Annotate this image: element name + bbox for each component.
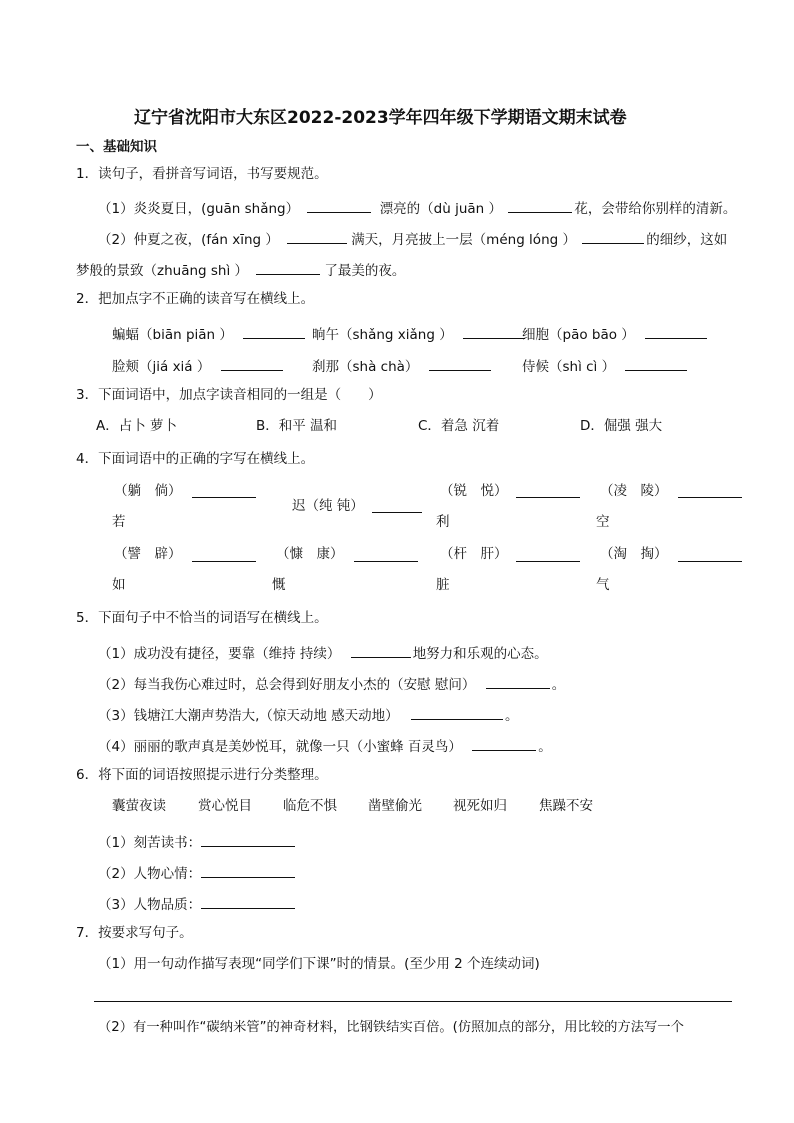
q6-word: 囊萤夜读 xyxy=(112,798,166,814)
q7-line1: （1）用一句动作描写表现“同学们下课”时的情景。(至少用 2 个连续动词) xyxy=(98,956,540,972)
q1-text: 花，会带给你别样的清新。 xyxy=(574,201,737,217)
q4-chars: （躺 倘） xyxy=(114,483,182,499)
q7-stem: 7．按要求写句子。 xyxy=(76,925,193,941)
answer-blank[interactable] xyxy=(287,230,347,244)
q1-text: （2）仲夏之夜，(fán xīng ） xyxy=(98,232,279,248)
q5-stem: 5．下面句子中不恰当的词语写在横线上。 xyxy=(76,610,328,626)
q1-text: 了最美的夜。 xyxy=(324,263,406,279)
q6-category xyxy=(98,895,295,913)
q4-suffix: 空 xyxy=(596,514,610,530)
q1-text: 满天，月亮披上一层（méng lóng ） xyxy=(351,232,576,248)
q6-stem: 6．将下面的词语按照提示进行分类整理。 xyxy=(76,767,328,783)
q4-chars: （淘 掏） xyxy=(600,546,668,562)
q6-word: 凿壁偷光 xyxy=(368,798,422,814)
q6-label: （3）人物品质： xyxy=(98,897,202,913)
q2-item xyxy=(522,325,707,343)
q1-line1 xyxy=(98,199,736,217)
q4-stem: 4．下面词语中的正确的字写在横线上。 xyxy=(76,451,315,467)
answer-blank[interactable] xyxy=(201,833,295,847)
q2-item xyxy=(112,357,283,375)
q5-line1 xyxy=(98,644,548,662)
answer-blank[interactable] xyxy=(256,261,320,275)
q5-text: （3）钱塘江大潮声势浩大,（惊天动地 感天动地） xyxy=(98,708,399,724)
q2-item xyxy=(312,357,491,375)
q4-choice xyxy=(292,500,364,514)
answer-blank[interactable] xyxy=(472,737,536,751)
answer-blank[interactable] xyxy=(625,357,687,371)
answer-blank[interactable] xyxy=(351,644,411,658)
q6-word: 临危不惧 xyxy=(283,798,337,814)
q4-choice xyxy=(276,548,344,562)
q4-suffix: 气 xyxy=(596,577,610,593)
q4-chars: （杆 肝） xyxy=(440,546,508,562)
q5-text: （4）丽丽的歌声真是美妙悦耳，就像一只（小蜜蜂 百灵鸟） xyxy=(98,739,462,755)
answer-blank[interactable] xyxy=(221,357,283,371)
answer-blank[interactable] xyxy=(429,357,491,371)
q2-word: 晌午（shǎng xiǎng ） xyxy=(312,327,453,343)
q4-choice xyxy=(600,485,668,499)
q6-word: 焦躁不安 xyxy=(539,798,593,814)
q1-stem: 1．读句子，看拼音写词语，书写要规范。 xyxy=(76,166,328,182)
q1-text: （1）炎炎夏日，(guān shǎng） xyxy=(98,201,300,217)
q1-text: 梦般的景致（zhuāng shì ） xyxy=(76,263,249,279)
q6-category xyxy=(98,864,295,882)
page-title: 辽宁省沈阳市大东区2022-2023学年四年级下学期语文期末试卷 xyxy=(134,108,627,128)
q4-chars: （凌 陵） xyxy=(600,483,668,499)
q4-chars: （慷 康） xyxy=(276,546,344,562)
answer-blank[interactable] xyxy=(201,864,295,878)
answer-blank[interactable] xyxy=(307,199,371,213)
q3-option-a[interactable]: A．占卜 萝卜 xyxy=(96,418,178,434)
q4-suffix: 若 xyxy=(112,514,126,530)
q3-option-c[interactable]: C．着急 沉着 xyxy=(418,418,500,434)
q5-text: 。 xyxy=(538,739,552,755)
answer-blank[interactable] xyxy=(582,230,644,244)
answer-blank[interactable] xyxy=(678,561,742,562)
q2-item xyxy=(112,325,305,343)
answer-blank[interactable] xyxy=(486,675,550,689)
answer-blank[interactable] xyxy=(411,706,503,720)
q2-word: 细胞（pāo bāo ） xyxy=(522,327,635,343)
q5-line4 xyxy=(98,737,552,755)
answer-blank[interactable] xyxy=(645,325,707,339)
answer-blank[interactable] xyxy=(516,561,580,562)
answer-blank[interactable] xyxy=(463,325,525,339)
q2-word: 脸颊（jiá xiá ） xyxy=(112,359,211,375)
q4-choice xyxy=(440,485,508,499)
q3-option-b[interactable]: B．和平 温和 xyxy=(256,418,338,434)
q6-category xyxy=(98,833,295,851)
q2-word: 蝙蝠（biān piān ） xyxy=(112,327,233,343)
q4-chars: （譬 辟） xyxy=(114,546,182,562)
q6-label: （1）刻苦读书： xyxy=(98,835,202,851)
q4-chars: 迟（纯 钝） xyxy=(292,498,364,514)
q5-text: 。 xyxy=(551,677,566,693)
q4-choice xyxy=(440,548,508,562)
q2-stem: 2．把加点字不正确的读音写在横线上。 xyxy=(76,291,315,307)
answer-blank[interactable] xyxy=(192,497,256,498)
answer-line[interactable] xyxy=(94,1001,732,1002)
q6-word: 视死如归 xyxy=(453,798,507,814)
q5-text: 。 xyxy=(504,708,519,724)
q6-word: 赏心悦目 xyxy=(198,798,252,814)
answer-blank[interactable] xyxy=(201,895,295,909)
q2-item xyxy=(522,357,687,375)
q5-text: （1）成功没有捷径，要靠（维持 持续） xyxy=(98,646,341,662)
q4-suffix: 利 xyxy=(436,514,450,530)
q2-word: 刹那（shà chà） xyxy=(312,359,419,375)
q5-text: 地努力和乐观的心态。 xyxy=(412,646,548,662)
q1-text: 的细纱，这如 xyxy=(646,232,728,248)
q4-choice xyxy=(114,485,182,499)
q3-stem: 3．下面词语中，加点字读音相同的一组是（ ） xyxy=(76,387,382,403)
answer-blank[interactable] xyxy=(372,512,422,513)
q5-line2 xyxy=(98,675,565,693)
q1-line2 xyxy=(98,230,727,248)
answer-blank[interactable] xyxy=(678,497,742,498)
q4-suffix: 脏 xyxy=(436,577,450,593)
q2-item xyxy=(312,325,525,343)
q1-line3 xyxy=(76,261,405,279)
q5-text: （2）每当我伤心难过时，总会得到好朋友小杰的（安慰 慰问） xyxy=(98,677,476,693)
q4-choice xyxy=(600,548,668,562)
q7-line2: （2）有一种叫作“碳纳米管”的神奇材料，比钢铁结实百倍。(仿照加点的部分，用比较的方法写一个 xyxy=(98,1020,684,1035)
answer-blank[interactable] xyxy=(508,199,572,213)
answer-blank[interactable] xyxy=(516,497,580,498)
section-heading: 一、基础知识 xyxy=(76,139,157,155)
answer-blank[interactable] xyxy=(192,561,256,562)
q4-suffix: 慨 xyxy=(272,577,286,593)
q1-text: 漂亮的（dù juān ） xyxy=(379,201,503,217)
q4-choice xyxy=(114,548,182,562)
q3-option-d[interactable]: D．倔强 强大 xyxy=(580,418,663,434)
q4-chars: （锐 悦） xyxy=(440,483,508,499)
q6-label: （2）人物心情： xyxy=(98,866,202,882)
q5-line3 xyxy=(98,706,518,724)
q2-word: 侍候（shì cì ） xyxy=(522,359,616,375)
q4-suffix: 如 xyxy=(112,577,126,593)
answer-blank[interactable] xyxy=(354,561,418,562)
answer-blank[interactable] xyxy=(243,325,305,339)
